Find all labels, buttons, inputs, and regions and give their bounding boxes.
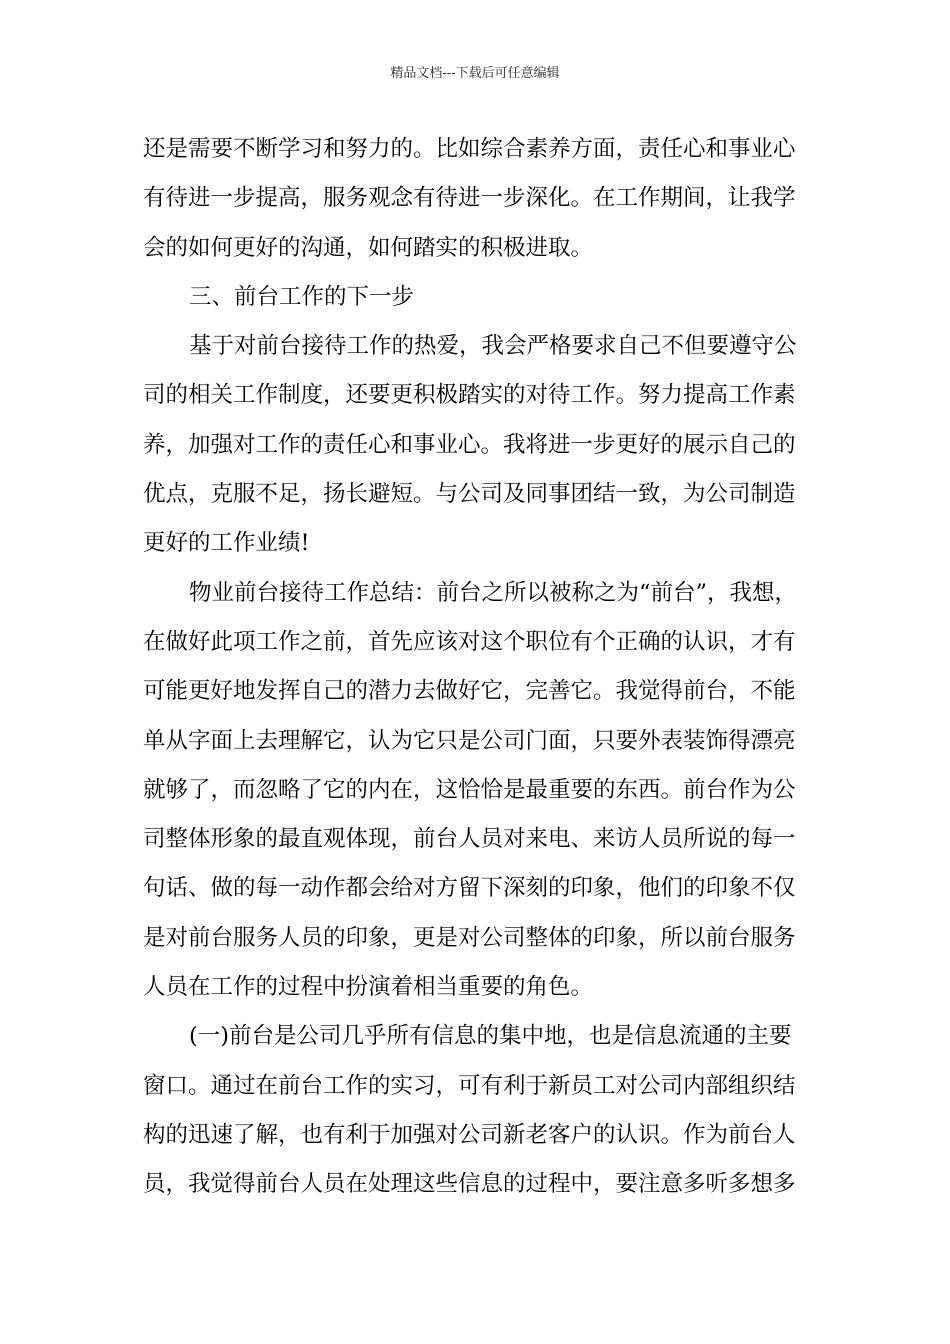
text-line: 可能更好地发挥自己的潜力去做好它，完善它。我觉得前台，不能 [143, 678, 796, 705]
text-line: 在做好此项工作之前，首先应该对这个职位有个正确的认识，才有 [143, 628, 796, 655]
text-line: 养，加强对工作的责任心和事业心。我将进一步更好的展示自己的 [143, 431, 796, 458]
document-body [143, 125, 833, 1210]
text-line: 还是需要不断学习和努力的。比如综合素养方面，责任心和事业心 [143, 136, 796, 162]
page-header: 精品文档---下载后可任意编辑 [390, 66, 560, 81]
text-line: 就够了，而忽略了它的内在，这恰恰是最重要的东西。前台作为公 [143, 776, 796, 803]
text-line: 司整体形象的最直观体现，前台人员对来电、来访人员所说的每一 [143, 826, 796, 853]
section-heading: 三、前台工作的下一步 [189, 283, 415, 310]
text-line: (一)前台是公司几乎所有信息的集中地，也是信息流通的主要 [189, 1023, 792, 1050]
text-line: 物业前台接待工作总结：前台之所以被称之为“前台”，我想， [189, 579, 798, 606]
text-line: 更好的工作业绩! [143, 530, 310, 557]
text-line: 是对前台服务人员的印象，更是对公司整体的印象，所以前台服务 [143, 924, 796, 951]
text-line: 司的相关工作制度，还要更积极踏实的对待工作。努力提高工作素 [143, 382, 796, 409]
text-line: 人员在工作的过程中扮演着相当重要的角色。 [143, 974, 594, 1001]
text-line: 构的迅速了解，也有利于加强对公司新老客户的认识。作为前台人 [143, 1121, 796, 1148]
text-line: 基于对前台接待工作的热爱，我会严格要求自己不但要遵守公 [189, 333, 797, 360]
text-line: 有待进一步提高，服务观念有待进一步深化。在工作期间，让我学 [143, 185, 796, 212]
text-line: 员，我觉得前台人员在处理这些信息的过程中，要注意多听多想多 [143, 1171, 796, 1198]
text-line: 单从字面上去理解它，认为它只是公司门面，只要外表装饰得漂亮 [143, 727, 796, 754]
text-line: 窗口。通过在前台工作的实习，可有利于新员工对公司内部组织结 [143, 1072, 796, 1099]
text-line: 优点，克服不足，扬长避短。与公司及同事团结一致，为公司制造 [143, 481, 796, 508]
text-line: 会的如何更好的沟通，如何踏实的积极进取。 [143, 234, 594, 261]
text-line: 句话、做的每一动作都会给对方留下深刻的印象，他们的印象不仅 [143, 875, 796, 902]
